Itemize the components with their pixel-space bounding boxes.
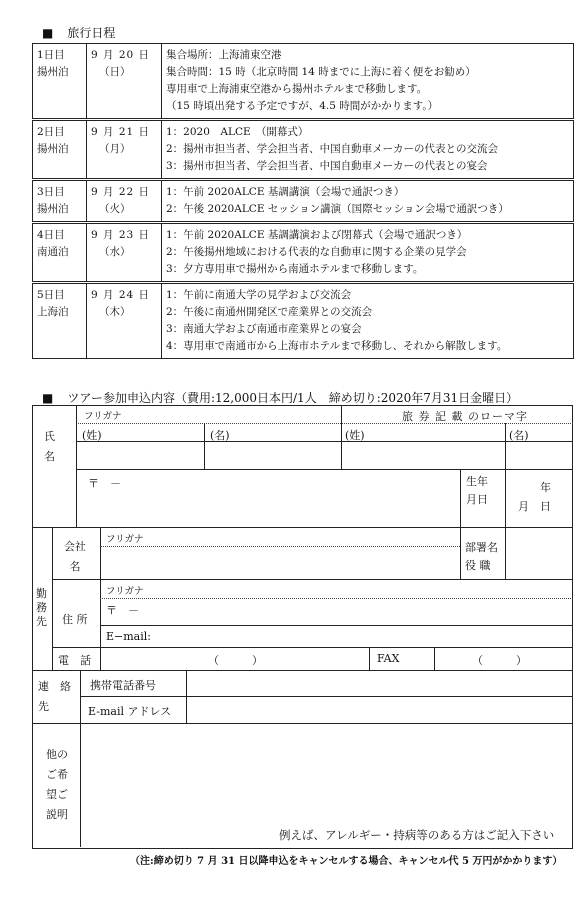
email-address-label: E-mail アドレス (88, 705, 172, 718)
schedule-line: （15 時頃出発する予定ですが、4.5 時間がかかります。） (166, 100, 439, 112)
other-label: 他の ご希 望ご 説明 (46, 748, 68, 821)
weekday-label: （月） (99, 143, 131, 155)
schedule-line: 1：午前 2020ALCE 基調講演（会場で通訳つき） (166, 186, 405, 198)
fax-label: FAX (377, 652, 400, 665)
day-cell (33, 44, 87, 120)
name-label: 氏 名 (44, 430, 55, 463)
company-furigana: フリガナ (106, 534, 144, 545)
cancellation-note: （注:締め切り 7 月 31 日以降申込をキャンセルする場合、キャンセル代 5 万円がかかります） (130, 856, 563, 867)
stay-label: 揚州泊 (37, 143, 69, 155)
schedule-line: 3：南通大学および南通市産業界との宴会 (166, 323, 362, 335)
furigana-label: フリガナ (84, 411, 122, 422)
birth-year: 年 (540, 481, 551, 494)
dept-label: 部署名 役 職 (465, 541, 498, 572)
day-label: 1日目 (37, 49, 65, 61)
weekday-label: （火） (99, 203, 131, 215)
postal-label: 〒 － (88, 477, 121, 490)
work-label: 勤 務 先 (36, 587, 47, 628)
schedule-line: 2：揚州市担当者、学会担当者、中国自動車メーカーの代表との交流会 (166, 143, 498, 155)
other-hint: 例えば、アレルギー・持病等のある方はご記入下さい (279, 828, 555, 842)
schedule-line: 1：午前に南通大学の見学および交流会 (166, 289, 352, 301)
date-cell (87, 120, 162, 180)
itinerary-row (33, 223, 574, 283)
mei-label: (名) (210, 429, 230, 442)
sei2-label: (姓) (345, 429, 365, 442)
schedule-cell (162, 223, 574, 283)
email-label: E−mail: (106, 630, 151, 643)
schedule-line: 専用車で上海浦東空港から揚州ホテルまで移動します。 (166, 83, 428, 95)
mobile-label: 携帯電話番号 (90, 679, 156, 692)
date-label: 9 月 23 日 (91, 229, 151, 241)
schedule-line: 1：午前 2020ALCE 基調講演および閉幕式（会場で通訳つき） (166, 229, 468, 241)
schedule-cell (162, 283, 574, 359)
sei-label: (姓) (82, 429, 102, 442)
day-cell (33, 120, 87, 180)
tel-paren: （ ） (208, 654, 263, 667)
date-cell (87, 180, 162, 223)
day-label: 2日目 (37, 126, 65, 138)
stay-label: 南通泊 (37, 246, 69, 258)
itinerary-title: ■ 旅行日程 (42, 26, 116, 40)
itinerary-row (33, 180, 574, 223)
schedule-line: 4：専用車で南通市から上海市ホテルまで移動し、それから解散します。 (166, 340, 508, 352)
date-label: 9 月 20 日 (91, 49, 151, 61)
schedule-line: 2：午後揚州地域における代表的な自動車に関する企業の見学会 (166, 246, 467, 258)
day-cell (33, 180, 87, 223)
schedule-line: 集合時間：15 時（北京時間 14 時までに上海に着く便をお勧め） (166, 66, 476, 78)
date-label: 9 月 21 日 (91, 126, 151, 138)
day-cell (33, 223, 87, 283)
address-label: 住 所 (62, 613, 88, 626)
date-label: 9 月 24 日 (91, 289, 151, 301)
weekday-label: （日） (99, 66, 131, 78)
schedule-cell (162, 120, 574, 180)
schedule-line: 3：揚州市担当者、学会担当者、中国自動車メーカーの代表との宴会 (166, 160, 488, 172)
date-cell (87, 283, 162, 359)
schedule-line: 2：午後に南通州開発区で産業界との交流会 (166, 306, 373, 318)
stay-label: 上海泊 (37, 306, 69, 318)
itinerary-row (33, 44, 574, 120)
day-cell (33, 283, 87, 359)
tel-label: 電 話 (58, 654, 91, 667)
itinerary-row (33, 283, 574, 359)
date-cell (87, 223, 162, 283)
weekday-label: （木） (99, 306, 131, 318)
day-label: 4日目 (37, 229, 65, 241)
form-title: ■ ツアー参加申込内容（費用:12,000日本円/1人 締め切り:2020年7月31日金曜日） (42, 391, 519, 405)
schedule-cell (162, 44, 574, 120)
schedule-line: 1：2020 ALCE （開幕式） (166, 126, 309, 138)
schedule-line: 集合場所：上海浦東空港 (166, 49, 282, 61)
address-furigana: フリガナ (106, 586, 144, 597)
birth-monthday: 月 日 (518, 500, 551, 513)
square-bullet-icon: ■ (42, 391, 54, 405)
contact-label: 連 絡 先 (38, 680, 71, 713)
mei2-label: (名) (509, 429, 529, 442)
schedule-cell (162, 180, 574, 223)
schedule-line: 2：午後 2020ALCE セッション講演（国際セッション会場で通訳つき） (166, 203, 509, 215)
square-bullet-icon: ■ (42, 26, 54, 40)
itinerary-row (33, 120, 574, 180)
date-label: 9 月 22 日 (91, 186, 151, 198)
stay-label: 揚州泊 (37, 66, 69, 78)
passport-label: 旅 券 記 載 のローマ字 (402, 410, 528, 423)
company-label: 会社 名 (64, 540, 86, 573)
address-postal: 〒 － (106, 604, 139, 617)
birth-label: 生年 月日 (466, 475, 488, 506)
date-cell (87, 44, 162, 120)
day-label: 3日目 (37, 186, 65, 198)
schedule-line: 3：夕方専用車で揚州から南通ホテルまで移動します。 (166, 263, 424, 275)
fax-paren: （ ） (472, 654, 527, 667)
itinerary-table (32, 43, 574, 359)
application-form (32, 405, 573, 849)
stay-label: 揚州泊 (37, 203, 69, 215)
weekday-label: （水） (99, 246, 131, 258)
day-label: 5日目 (37, 289, 65, 301)
